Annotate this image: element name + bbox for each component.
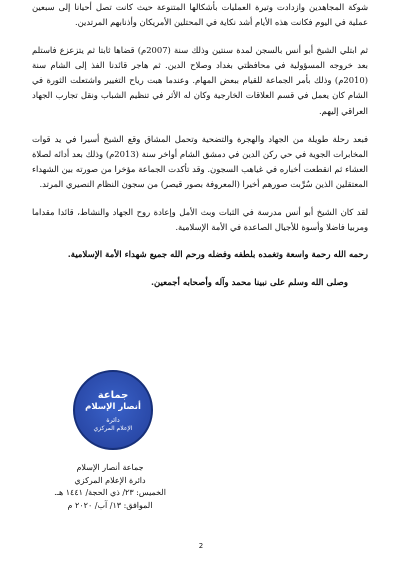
seal-line-4: الإعلام المركزي (93, 425, 133, 432)
seal-line-2: أنصار الإسلام (85, 402, 141, 412)
article-body (32, 0, 368, 291)
paragraph-4: لقد كان الشيخ أبو أنس مدرسة في الثبات وبث الأمل وإعادة روح الجهاد والنشاط، قائدا مقداما ومربيا فاضلا وأسوة للأجيال الصاعدة في الأمة الإسلامية. (32, 207, 368, 233)
signature-gregorian-date: الموافق: ١٣/ آب/ ٢٠٢٠ م (67, 500, 153, 510)
signature-department: دائرة الإعلام المركزي (74, 475, 146, 485)
organization-seal (73, 370, 153, 450)
page-number: 2 (198, 542, 204, 550)
signature-hijri-date: الخميس: ٢٣/ ذي الحجة/ ١٤٤١ هـ. (54, 488, 166, 497)
seal-line-3: دائرة (106, 416, 120, 424)
paragraph-3: فبعد رحلة طويلة من الجهاد والهجرة والتضحية وتحمل المشاق وقع الشيخ أسيرا في يد قوات المخابرات الجوية في حي ركن الدين في دمشق الشام أواخر سنة (2013م) وذلك بعد أدائه لصلاة العشاء ثم انقطعت أخباره في غياهب السجون. وقد تأكدت الجماعة مؤخرا من صورته بين الشهداء المعتقلين الذين سُرِّبت صورهم أخيرا (المعروفة بصور قيصر) من سجون النظام النصيري المرتد. (32, 133, 368, 189)
signature-org: جماعة أنصار الإسلام (76, 463, 144, 472)
seal-line-1: جماعة (97, 390, 129, 401)
paragraph-1: شوكة المجاهدين وازدادت وتيرة العمليات بأشكالها المتنوعة حيث كانت تصل أحيانا إلى سبعين عملية في اليوم فكانت هذه الأيام أشد نكاية في المحتلين الأمريكان وأذنابهم المرتدين. (32, 2, 368, 28)
closing-prayer: رحمه الله رحمة واسعة وتغمده بلطفه وفضله ورحم الله جميع شهداء الأمة الإسلامية. (67, 250, 368, 261)
closing-salutation: وصلى الله وسلم على نبينا محمد وآله وأصحابه أجمعين. (150, 278, 348, 289)
signature-block (30, 462, 190, 512)
paragraph-2: ثم ابتلي الشيخ أبو أنس بالسجن لمدة سنتين وذلك سنة (2007م) قضاها ثابتا ثم يتزعزع فاستلم بعد خروجه المسؤولية في محافظتي بغداد وصلاح الدين. ثم هاجر قائدنا الفذ إلى الشام سنة (2010م) وذلك بأمر الجماعة للقيام ببعض المهام. وعندما هبت رياح التغيير واشتعلت الثورة في الشام كان يعمل في قسم العلاقات الخارجية وكان له الأثر في تنظيم الشباب ونقل تجارب الجهاد العراقي إليهم. (32, 45, 368, 116)
